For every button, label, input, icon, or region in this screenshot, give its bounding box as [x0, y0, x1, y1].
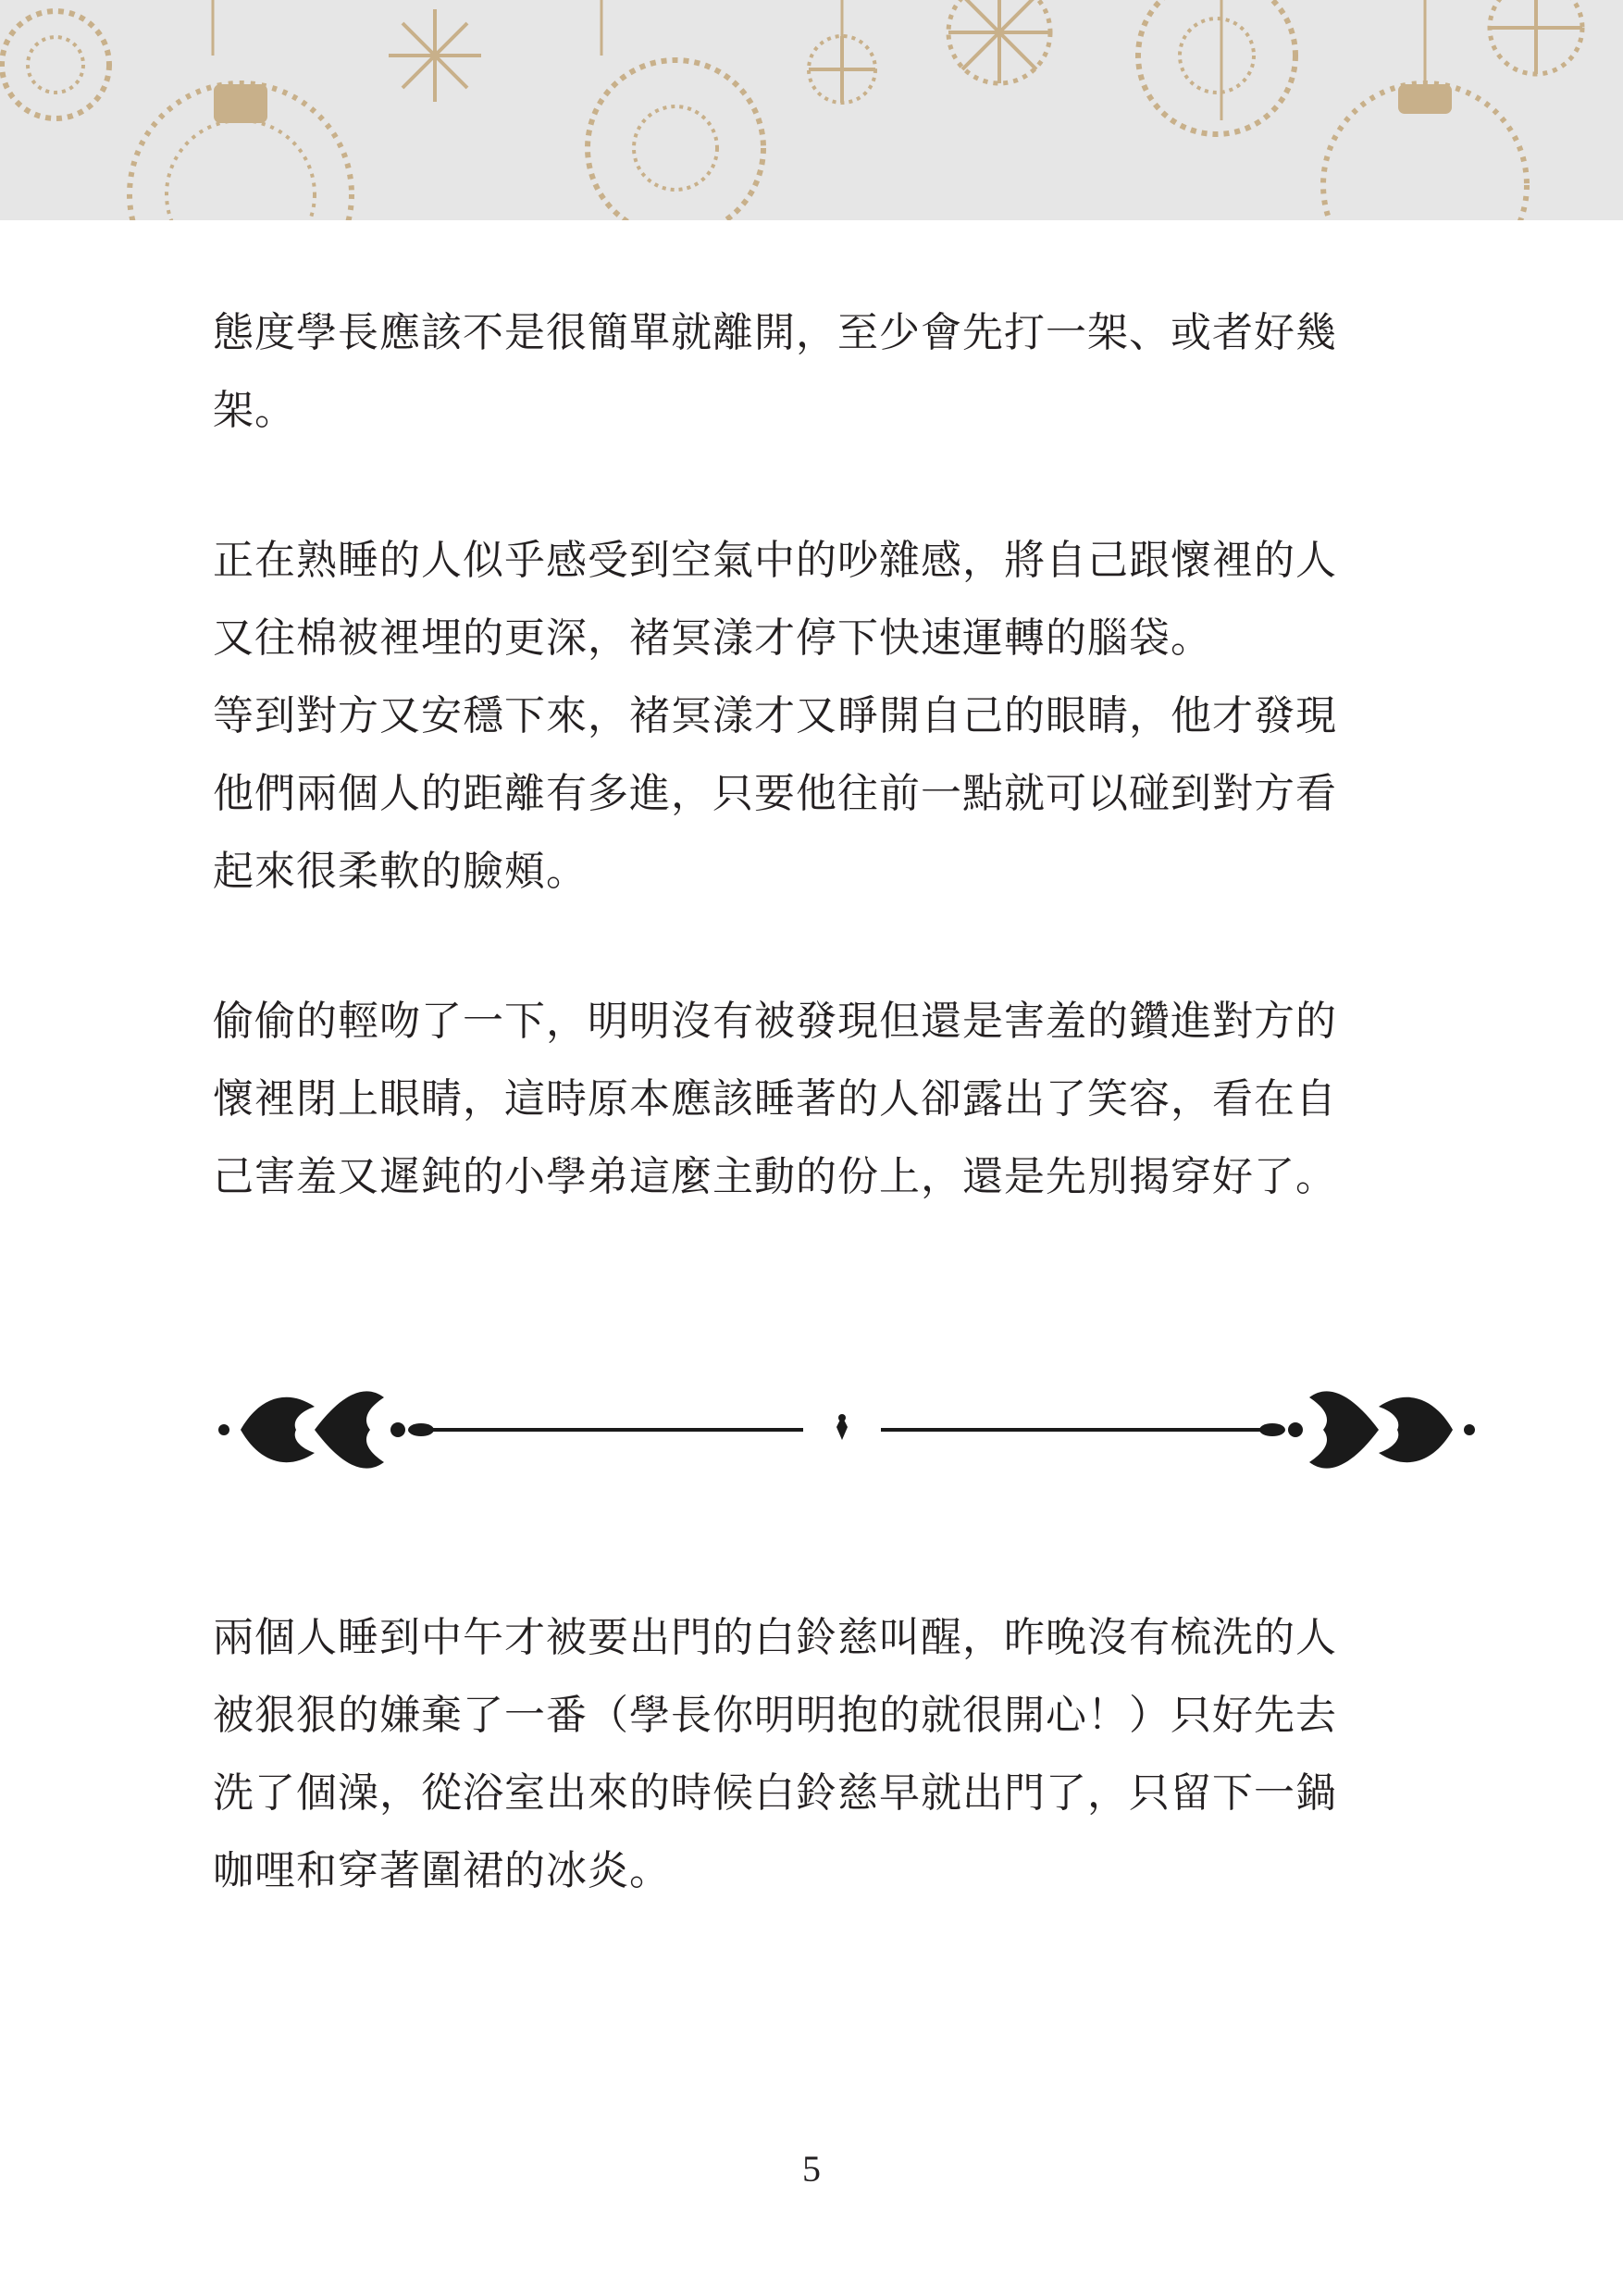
text-line: 被狠狠的嫌棄了一番（學長你明明抱的就很開心！）只好先去: [213, 1692, 1337, 1739]
text-line: 架。: [213, 387, 296, 434]
text-line: 咖哩和穿著圍裙的冰炎。: [213, 1847, 671, 1894]
ornamental-flourish-divider-icon: [213, 1370, 1481, 1490]
christmas-ornament-icon: [0, 0, 1623, 220]
text-line: 兩個人睡到中午才被要出門的白鈴慈叫醒，昨晚沒有梳洗的人: [213, 1614, 1337, 1661]
text-line: 己害羞又遲鈍的小學弟這麼主動的份上，還是先別揭穿好了。: [213, 1153, 1337, 1200]
text-line: 等到對方又安穩下來，褚冥漾才又睜開自己的眼睛，他才發現: [213, 692, 1337, 739]
text-line: 懷裡閉上眼睛，這時原本應該睡著的人卻露出了笑容，看在自: [213, 1075, 1337, 1123]
text-line: 又往棉被裡埋的更深，褚冥漾才停下快速運轉的腦袋。: [213, 614, 1212, 662]
text-line: 態度學長應該不是很簡單就離開，至少會先打一架、或者好幾: [213, 309, 1337, 356]
page-number: 5: [802, 2148, 821, 2190]
text-line: 起來很柔軟的臉頰。: [213, 848, 588, 895]
text-line: 洗了個澡，從浴室出來的時候白鈴慈早就出門了，只留下一鍋: [213, 1769, 1337, 1817]
text-line: 他們兩個人的距離有多進，只要他往前一點就可以碰到對方看: [213, 770, 1337, 817]
text-line: 偷偷的輕吻了一下，明明沒有被發現但還是害羞的鑽進對方的: [213, 998, 1337, 1045]
text-line: 正在熟睡的人似乎感受到空氣中的吵雜感，將自己跟懷裡的人: [213, 537, 1337, 584]
paragraph-2: [213, 522, 1416, 911]
paragraph-4: [213, 1599, 1416, 1910]
paragraph-3: [213, 983, 1416, 1216]
header-ornament-banner: [0, 0, 1623, 220]
paragraph-1: [213, 294, 1416, 450]
